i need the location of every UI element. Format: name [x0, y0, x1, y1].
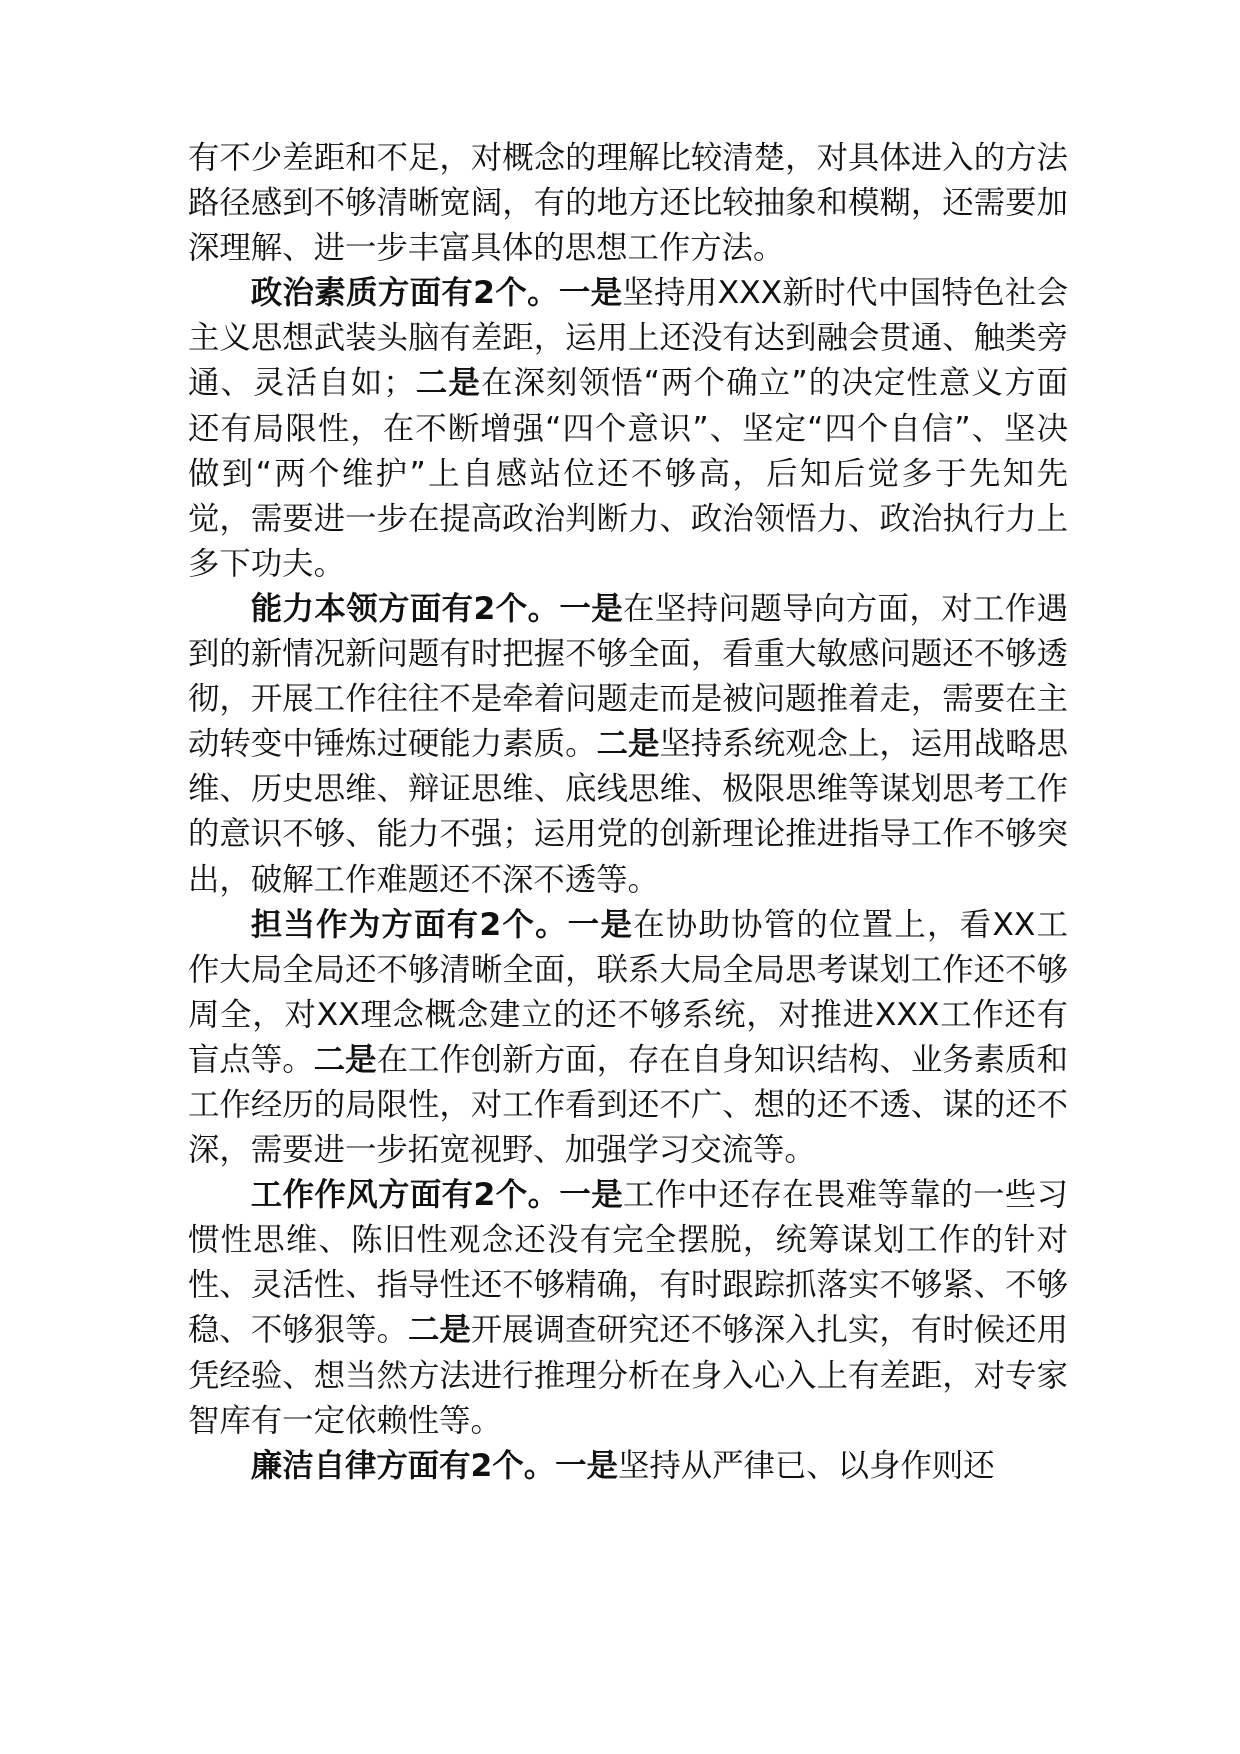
- paragraph: [188, 136, 1068, 271]
- paragraph-text: 在坚持问题导向方面，对工作遇到的新情况新问题有时把握不够全面，看重大敏感问题还不够透彻，开展工作往往不是牵着问题走而是被问题推着走，需要在主动转变中锤炼过硬能力素质。: [188, 590, 1068, 763]
- paragraph-ability: [188, 587, 1068, 903]
- section-heading: 廉洁自律方面有2个。一是: [250, 1447, 618, 1484]
- paragraph-text: 坚持用XXX新时代中国特色社会主义思想武装头脑有差距，运用上还没有达到融会贯通、触类旁通、灵活自如；: [188, 275, 1069, 402]
- point-marker: 二是: [596, 726, 660, 763]
- paragraph-text: 坚持系统观念上，运用战略思维、历史思维、辩证思维、底线思维、极限思维等谋划思考工作的意识不够、能力不强；运用党的创新理论推进指导工作不够突出，破解工作难题还不深不透等。: [188, 726, 1068, 898]
- paragraph-text: 坚持从严律已、以身作则还: [617, 1447, 995, 1484]
- paragraph-political-quality: [188, 271, 1068, 587]
- section-heading: 能力本领方面有2个。一是: [250, 590, 624, 627]
- paragraph-text: 在深刻领悟“两个确立”的决定性意义方面还有局限性，在不断增强“四个意识”、坚定“四个自信”、坚决做到“两个维护”上自感站位还不够高，后知后觉多于先知先觉，需要进一步在提高政治判断力、政治领悟力、政治执行力上多下功夫。: [188, 365, 1068, 582]
- section-heading: 政治素质方面有2个。一是: [250, 275, 623, 312]
- paragraph-integrity: [188, 1444, 1068, 1489]
- point-marker: 二是: [414, 365, 481, 402]
- paragraph-text: 有不少差距和不足，对概念的理解比较清楚，对具体进入的方法路径感到不够清晰宽阔，有的地方还比较抽象和模糊，还需要加深理解、进一步丰富具体的思想工作方法。: [188, 140, 1068, 267]
- point-marker: 二是: [313, 1041, 377, 1078]
- section-heading: 工作作风方面有2个。一是: [250, 1177, 624, 1214]
- paragraph-text: 在工作创新方面，存在自身知识结构、业务素质和工作经历的局限性，对工作看到还不广、想的还不透、谋的还不深，需要进一步拓宽视野、加强学习交流等。: [188, 1041, 1068, 1169]
- paragraph-text: 在协助协管的位置上，看XX工作大局全局还不够清晰全面，联系大局全局思考谋划工作还不够周全，对XX理念概念建立的还不够系统，对推进XXX工作还有盲点等。: [188, 906, 1069, 1078]
- section-heading: 担当作为方面有2个。一是: [250, 906, 634, 943]
- point-marker: 二是: [408, 1312, 471, 1349]
- document-page: [188, 136, 1068, 1489]
- paragraph-text: 开展调查研究还不够深入扎实，有时候还用凭经验、想当然方法进行推理分析在身入心入上有差距，对专家智库有一定依赖性等。: [188, 1312, 1068, 1439]
- paragraph-work-style: [188, 1173, 1068, 1444]
- paragraph-text: 工作中还存在畏难等靠的一些习惯性思维、陈旧性观念还没有完全摆脱，统筹谋划工作的针对性、灵活性、指导性还不够精确，有时跟踪抓落实不够紧、不够稳、不够狠等。: [188, 1177, 1068, 1349]
- paragraph-responsibility: [188, 903, 1068, 1174]
